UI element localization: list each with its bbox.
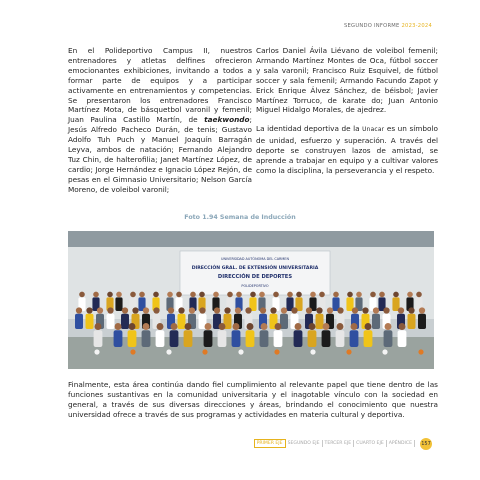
person-head	[296, 292, 302, 298]
ball	[94, 349, 99, 354]
person-body	[115, 297, 122, 311]
left-column	[68, 46, 252, 195]
banner-line-3: DIRECCIÓN DE DEPORTES	[217, 274, 293, 280]
person-head	[176, 292, 182, 298]
person-body	[294, 330, 303, 347]
person-head	[362, 307, 368, 313]
person-head	[261, 323, 268, 330]
person-body	[170, 330, 179, 347]
person-body	[156, 330, 165, 347]
left-text-start: En el Polideportivo Campus II, nuestros entrenadores y atletas delfines ofrecieron emocionantes exhibiciones, invitando a todos a formar parte de equipos y a participar activamente en entrenamientos y competencias. Se presentaron los entrenadores Francisco Martínez Mota, de básquetbol varonil y femenil; Juan Paulina Castillo Martín, de	[68, 46, 252, 125]
person-head	[309, 323, 316, 330]
person-head	[275, 323, 282, 330]
report-header	[344, 23, 432, 29]
person-head	[370, 292, 376, 298]
person-head	[219, 323, 226, 330]
person-head	[205, 323, 212, 330]
person-head	[352, 307, 358, 313]
right-paragraph-2	[256, 124, 438, 176]
person-head	[157, 323, 164, 330]
person-head	[199, 307, 205, 313]
person-head	[185, 323, 192, 330]
person-head	[356, 292, 362, 298]
person-body	[114, 330, 123, 347]
tab-cuarto-eje[interactable]: CUARTO EJE	[354, 440, 387, 447]
person-head	[379, 292, 385, 298]
person-head	[291, 307, 297, 313]
person-body	[418, 314, 426, 329]
person-body	[364, 330, 373, 347]
closing-paragraph: Finalmente, esta área continúa dando fiel cumplimiento al relevante papel que tiene dentro de las funciones sustantivas en la comunidad universitaria y el inagotable vínculo con la sociedad en general, a través de sus diversas direcciones y áreas, brindando el conocimiento que nuestra universidad ofrece a través de sus programas y actividades en materia cultural y deportiva.	[68, 380, 438, 419]
person-body	[218, 330, 227, 347]
person-head	[227, 292, 233, 298]
person-body	[322, 330, 331, 347]
group-photo-illustration	[68, 231, 434, 369]
person-head	[323, 323, 330, 330]
person-head	[116, 292, 122, 298]
person-head	[373, 307, 379, 313]
person-head	[259, 292, 265, 298]
person-head	[287, 292, 293, 298]
unacar-smallcaps: Unacar	[362, 127, 385, 134]
person-body	[121, 314, 129, 329]
person-head	[115, 323, 122, 330]
person-head	[347, 292, 353, 298]
person-head	[132, 307, 138, 313]
ceiling	[68, 231, 434, 247]
tab-segundo-eje[interactable]: SEGUNDO EJE	[286, 440, 323, 447]
person-body	[246, 330, 255, 347]
person-head	[306, 307, 312, 313]
person-body	[408, 314, 416, 329]
person-body	[75, 314, 83, 329]
banner-line-4: POLIDEPORTIVO	[241, 284, 269, 288]
person-head	[316, 307, 322, 313]
person-body	[178, 314, 186, 329]
person-body	[94, 330, 103, 347]
page-number-badge: 157	[420, 438, 432, 450]
person-head	[190, 292, 196, 298]
person-body	[204, 330, 213, 347]
person-head	[93, 292, 99, 298]
person-head	[143, 323, 150, 330]
person-head	[189, 307, 195, 313]
person-head	[122, 307, 128, 313]
header-years: 2023-2024	[401, 23, 432, 29]
person-head	[419, 307, 425, 313]
person-head	[79, 292, 85, 298]
person-head	[130, 292, 136, 298]
person-body	[107, 314, 115, 329]
ball	[382, 349, 387, 354]
person-head	[270, 307, 276, 313]
taekwondo-emphasis: taekwondo	[204, 115, 250, 125]
person-head	[385, 323, 392, 330]
photo-caption: Foto 1.94 Semana de Inducción	[184, 214, 296, 221]
header-label: SEGUNDO INFORME	[343, 23, 402, 29]
person-head	[233, 323, 240, 330]
person-head	[273, 292, 279, 298]
banner-line-2: DIRECCIÓN GRAL. DE EXTENSIÓN UNIVERSITARIA	[191, 266, 319, 271]
person-body	[336, 330, 345, 347]
person-head	[199, 292, 205, 298]
ball	[238, 349, 243, 354]
person-head	[153, 292, 159, 298]
person-head	[281, 307, 287, 313]
ball	[418, 349, 423, 354]
person-body	[316, 314, 324, 329]
group-photo	[68, 231, 434, 369]
person-body	[184, 330, 193, 347]
person-head	[327, 307, 333, 313]
person-head	[139, 292, 145, 298]
person-head	[171, 323, 178, 330]
person-head	[351, 323, 358, 330]
person-body	[384, 330, 393, 347]
person-body	[350, 330, 359, 347]
person-head	[153, 307, 159, 313]
person-body	[142, 330, 151, 347]
right-column	[256, 46, 438, 176]
tab-tercer-eje[interactable]: TERCER EJE	[323, 440, 355, 447]
person-body	[398, 330, 407, 347]
banner-line-1: UNIVERSIDAD AUTÓNOMA DEL CARMEN	[221, 257, 289, 261]
person-head	[337, 323, 344, 330]
person-head	[398, 307, 404, 313]
person-head	[310, 292, 316, 298]
person-head	[416, 292, 422, 298]
ball	[310, 349, 315, 354]
person-body	[260, 330, 269, 347]
person-head	[260, 307, 266, 313]
left-text-end: ; Jesús Alfredo Pacheco Durán, de tenis; Gustavo Adolfo Tuh Puch y Manuel Joaquín Barragán Leyva, ambos de natación; Fernando Alejandro Tuz Chin, de halterofilia; Janet Martínez López, de cardio; Jorge Hernández e Ignacio López Rejón, de pesas en el Gimnasio Universitario; Nelson García Moreno, de voleibol varonil;	[68, 115, 252, 194]
person-head	[295, 323, 302, 330]
person-head	[408, 307, 414, 313]
person-head	[97, 307, 103, 313]
person-head	[224, 307, 230, 313]
person-head	[95, 323, 102, 330]
person-body	[128, 330, 137, 347]
ball	[130, 349, 135, 354]
person-head	[250, 292, 256, 298]
person-head	[167, 292, 173, 298]
identity-text-start: La identidad deportiva de la	[256, 124, 363, 134]
person-head	[337, 307, 343, 313]
person-head	[365, 323, 372, 330]
person-body	[372, 314, 380, 329]
person-head	[319, 292, 325, 298]
person-head	[214, 307, 220, 313]
section-navigation	[254, 438, 432, 449]
person-head	[407, 292, 413, 298]
person-head	[178, 307, 184, 313]
identity-text-end: es un símbolo de unidad, esfuerzo y superación. A través del deporte se construyen lazos de amistad, se aprende a trabajar en equipo y a cultivar valores como la disciplina, la perseverancia y el respeto.	[256, 124, 438, 175]
ball	[166, 349, 171, 354]
person-head	[213, 292, 219, 298]
person-head	[76, 307, 82, 313]
ball	[202, 349, 207, 354]
person-head	[143, 307, 149, 313]
person-head	[333, 292, 339, 298]
person-head	[107, 292, 113, 298]
person-head	[399, 323, 406, 330]
person-head	[236, 292, 242, 298]
person-head	[235, 307, 241, 313]
person-head	[107, 307, 113, 313]
ball	[274, 349, 279, 354]
person-head	[129, 323, 136, 330]
person-head	[383, 307, 389, 313]
person-body	[86, 314, 94, 329]
person-head	[86, 307, 92, 313]
tab-primer-eje[interactable]: PRIMER EJE	[254, 439, 286, 448]
person-head	[247, 323, 254, 330]
right-paragraph-1: Carlos Daniel Ávila Liévano de voleibol femenil; Armando Martínez Montes de Oca, fútbol soccer y sala varonil; Francisco Ruiz Esquivel, de fútbol soccer y sala femenil; Armando Facundo Zapot y Erick Enrique Álvez Sánchez, de béisbol; Javier Martínez Torruco, de karate do; Juan Antonio Miguel Hidalgo Morales, de ajedrez.	[256, 46, 438, 115]
person-body	[274, 330, 283, 347]
tab-apendice[interactable]: APÉNDICE	[387, 440, 415, 447]
left-paragraph	[68, 46, 252, 195]
person-body	[232, 330, 241, 347]
person-head	[245, 307, 251, 313]
person-body	[308, 330, 317, 347]
ball	[346, 349, 351, 354]
person-head	[168, 307, 174, 313]
person-head	[393, 292, 399, 298]
